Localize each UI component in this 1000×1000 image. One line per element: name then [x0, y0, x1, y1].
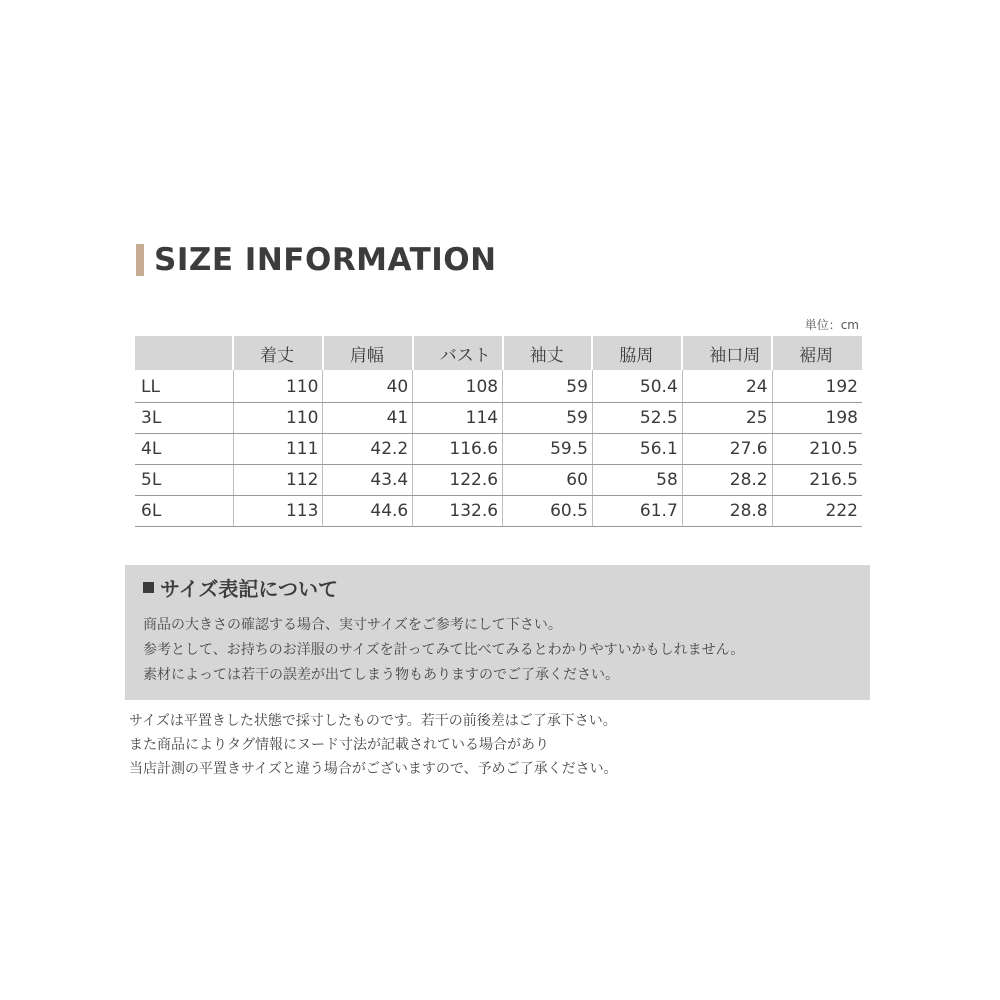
footer-line: また商品によりタグ情報にヌード寸法が記載されている場合があり [129, 737, 549, 753]
table-cell: 60.5 [503, 496, 593, 527]
table-cell: 192 [772, 370, 862, 403]
page-title: SIZE INFORMATION [154, 242, 497, 278]
unit-label: 単位：cm [804, 318, 859, 332]
table-cell: 132.6 [413, 496, 503, 527]
table-cell: 114 [413, 403, 503, 434]
table-cell: 24 [682, 370, 772, 403]
footer-line: サイズは平置きした状態で採寸したものです。若干の前後差はご了承下さい。 [129, 713, 617, 729]
note-heading-text: サイズ表記について [160, 577, 338, 601]
table-header-cell: 裾周 [772, 336, 862, 370]
note-line: 参考として、お持ちのお洋服のサイズを計ってみて比べてみるとわかりやすいかもしれません。 [143, 642, 745, 658]
table-header-cell: 着丈 [233, 336, 323, 370]
table-cell: 112 [233, 465, 323, 496]
table-cell: 59 [503, 403, 593, 434]
table-cell: 111 [233, 434, 323, 465]
table-cell: 110 [233, 370, 323, 403]
table-cell: 60 [503, 465, 593, 496]
table-header-row [135, 336, 862, 370]
table-header-cell: バスト [413, 336, 503, 370]
table-cell: 56.1 [592, 434, 682, 465]
table-row [135, 496, 862, 527]
table-cell: 116.6 [413, 434, 503, 465]
table-header-cell: 袖丈 [503, 336, 593, 370]
table-cell: 50.4 [592, 370, 682, 403]
note-body [143, 613, 744, 688]
table-cell: 61.7 [592, 496, 682, 527]
table-cell: 110 [233, 403, 323, 434]
table-row [135, 465, 862, 496]
size-label-cell: 5L [135, 465, 233, 496]
table-cell: 58 [592, 465, 682, 496]
square-bullet-icon [143, 582, 154, 593]
table-cell: 43.4 [323, 465, 413, 496]
title-accent-bar [136, 244, 144, 276]
note-line: 素材によっては若干の誤差が出てしまう物もありますのでご了承ください。 [143, 667, 619, 683]
size-notation-box [125, 565, 870, 700]
measurement-notes [129, 709, 618, 781]
table-header-cell: 肩幅 [323, 336, 413, 370]
table-cell: 113 [233, 496, 323, 527]
table-cell: 198 [772, 403, 862, 434]
table-cell: 40 [323, 370, 413, 403]
table-cell: 28.8 [682, 496, 772, 527]
table-cell: 210.5 [772, 434, 862, 465]
note-line: 商品の大きさの確認する場合、実寸サイズをご参考にして下さい。 [143, 617, 562, 633]
table-row [135, 434, 862, 465]
table-header-cell: 袖口周 [682, 336, 772, 370]
table-cell: 28.2 [682, 465, 772, 496]
table-row [135, 370, 862, 403]
table-cell: 59 [503, 370, 593, 403]
footer-line: 当店計測の平置きサイズと違う場合がございますので、予めご了承ください。 [129, 761, 618, 777]
size-label-cell: 6L [135, 496, 233, 527]
table-cell: 216.5 [772, 465, 862, 496]
table-cell: 108 [413, 370, 503, 403]
table-cell: 52.5 [592, 403, 682, 434]
table-cell: 222 [772, 496, 862, 527]
table-cell: 41 [323, 403, 413, 434]
table-cell: 27.6 [682, 434, 772, 465]
table-header-cell [135, 336, 233, 370]
size-table [135, 336, 862, 527]
note-heading [143, 573, 338, 602]
size-label-cell: 4L [135, 434, 233, 465]
table-cell: 42.2 [323, 434, 413, 465]
section-header [136, 240, 497, 280]
table-cell: 59.5 [503, 434, 593, 465]
size-label-cell: 3L [135, 403, 233, 434]
table-cell: 25 [682, 403, 772, 434]
table-header-cell: 脇周 [592, 336, 682, 370]
table-cell: 122.6 [413, 465, 503, 496]
table-cell: 44.6 [323, 496, 413, 527]
table-row [135, 403, 862, 434]
size-label-cell: LL [135, 370, 233, 403]
